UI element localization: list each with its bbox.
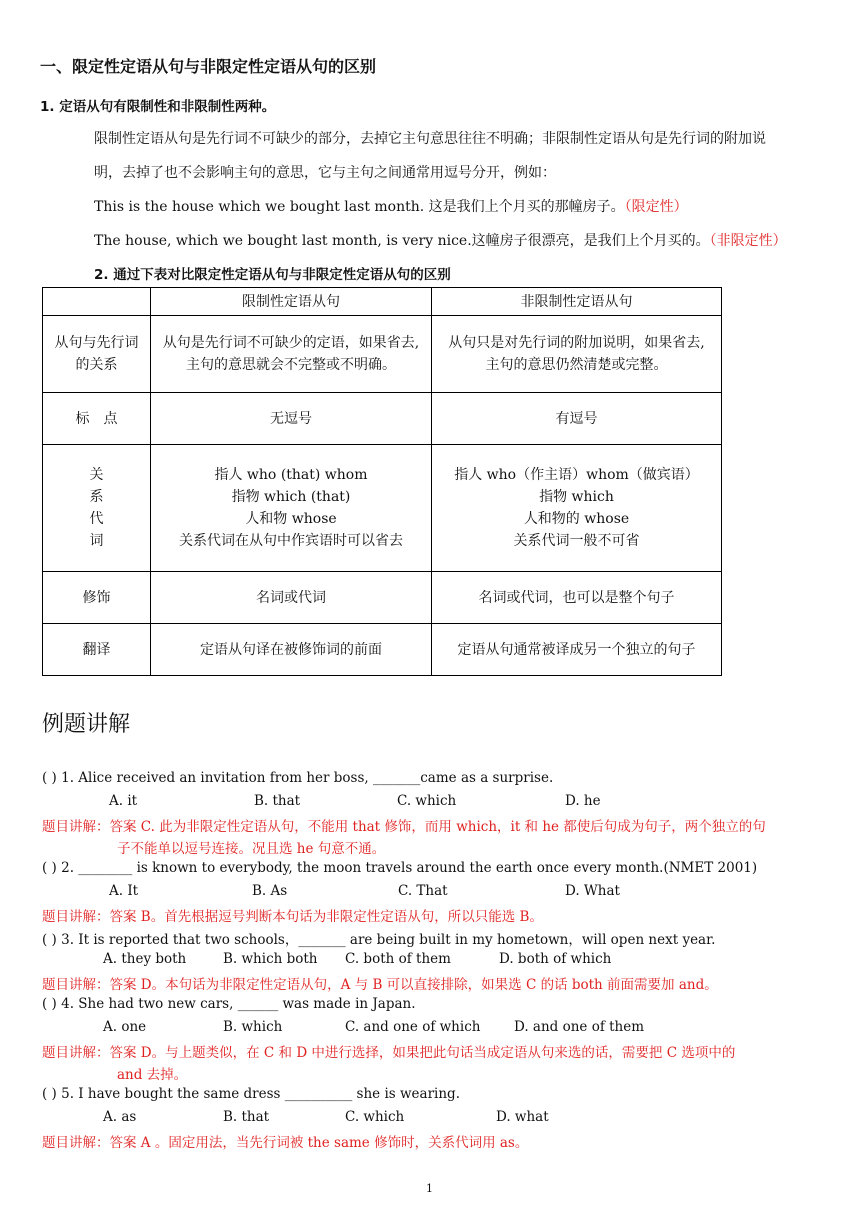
section-heading: 一、限定性定语从句与非限定性定语从句的区别 (40, 57, 377, 76)
table-header-row (43, 288, 722, 316)
nonrestrictive-cell: 定语从句通常被译成另一个独立的句子 (432, 624, 722, 676)
page-number: 1 (426, 1182, 433, 1195)
option: D. he (565, 793, 601, 809)
table-row (43, 572, 722, 624)
question-stem: ( ) 3. It is reported that two schools，_______ are being built in my hometown，will open next year. (42, 932, 716, 948)
option: D. both of which (499, 951, 612, 967)
explanation-line: 题目讲解：答案 A 。固定用法，当先行词被 the same 修饰时，关系代词用 as。 (42, 1135, 529, 1151)
explanation-line: 题目讲解：答案 D。与上题类似，在 C 和 D 中进行选择，如果把此句话当成定语从句来选的话，需要把 C 选项中的 (42, 1045, 736, 1061)
example-tag: （限定性） (624, 199, 688, 215)
option: C. That (398, 883, 448, 899)
row-label: 标 点 (43, 393, 151, 445)
option: C. both of them (345, 951, 451, 967)
table-header-cell: 限制性定语从句 (151, 288, 432, 316)
explanation-line: 题目讲解：答案 D。本句话为非限定性定语从句，A 与 B 可以直接排除，如果选 C 的话 both 前面需要加 and。 (42, 977, 718, 993)
restrictive-cell: 无逗号 (151, 393, 432, 445)
restrictive-cell: 指人 who (that) whom 指物 which (that) 人和物 whose 关系代词在从句中作宾语时可以省去 (151, 445, 432, 572)
examples-section-title: 例题讲解 (42, 712, 131, 737)
explanation-line: 题目讲解：答案 B。首先根据逗号判断本句话为非限定性定语从句，所以只能选 B。 (42, 909, 543, 925)
example-text: The house, which we bought last month, is very nice.这幢房子很漂亮，是我们上个月买的。 (94, 233, 710, 249)
nonrestrictive-cell: 指人 who（作主语）whom（做宾语） 指物 which 人和物的 whose 关系代词一般不可省 (432, 445, 722, 572)
restrictive-cell: 定语从句译在被修饰词的前面 (151, 624, 432, 676)
option: C. which (397, 793, 457, 809)
comparison-table (42, 287, 722, 676)
row-label: 关 系 代 词 (43, 445, 151, 572)
example-tag: （非限定性） (709, 233, 787, 249)
option: B. that (223, 1109, 270, 1125)
question-stem: ( ) 4. She had two new cars, ______ was made in Japan. (42, 996, 416, 1012)
table-header-cell (43, 288, 151, 316)
table-row (43, 445, 722, 572)
option: A. as (103, 1109, 137, 1125)
table-row (43, 624, 722, 676)
option: A. It (109, 883, 139, 899)
row-label: 从句与先行词 的关系 (43, 316, 151, 393)
example-sentence-1 (94, 196, 688, 216)
option: B. which (223, 1019, 283, 1035)
explanation-line: 题目讲解：答案 C. 此为非限定性定语从句，不能用 that 修饰，而用 which，it 和 he 都使后句成为句子，两个独立的句 (42, 819, 766, 835)
option: D. and one of them (514, 1019, 645, 1035)
option: C. and one of which (345, 1019, 481, 1035)
explanation-line: and 去掉。 (117, 1067, 188, 1083)
nonrestrictive-cell: 有逗号 (432, 393, 722, 445)
question-stem: ( ) 1. Alice received an invitation from her boss, _______came as a surprise. (42, 770, 554, 786)
nonrestrictive-cell: 名词或代词，也可以是整个句子 (432, 572, 722, 624)
table-row (43, 393, 722, 445)
point-2-heading: 2. 通过下表对比限定性定语从句与非限定性定语从句的区别 (94, 267, 451, 283)
table-row (43, 316, 722, 393)
row-label: 修饰 (43, 572, 151, 624)
point-1-heading: 1. 定语从句有限制性和非限制性两种。 (40, 99, 276, 115)
option: B. that (254, 793, 301, 809)
table-header-cell: 非限制性定语从句 (432, 288, 722, 316)
row-label: 翻译 (43, 624, 151, 676)
option: A. one (103, 1019, 147, 1035)
option: A. it (109, 793, 138, 809)
option: B. As (252, 883, 288, 899)
paragraph-line: 明，去掉了也不会影响主句的意思，它与主句之间通常用逗号分开，例如： (94, 165, 556, 181)
question-stem: ( ) 2. ________ is known to everybody, the moon travels around the earth once every month.(NMET 2001) (42, 860, 758, 876)
option: B. which both (223, 951, 318, 967)
paragraph-line: 限制性定语从句是先行词不可缺少的部分，去掉它主句意思往往不明确；非限制性定语从句是先行词的附加说 (94, 131, 766, 147)
example-sentence-2 (94, 230, 787, 250)
restrictive-cell: 名词或代词 (151, 572, 432, 624)
explanation-line: 子不能单以逗号连接。况且选 he 句意不通。 (117, 841, 386, 857)
example-text: This is the house which we bought last month. 这是我们上个月买的那幢房子。 (94, 199, 625, 215)
question-stem: ( ) 5. I have bought the same dress __________ she is wearing. (42, 1086, 460, 1102)
option: D. What (565, 883, 620, 899)
option: C. which (345, 1109, 405, 1125)
nonrestrictive-cell: 从句只是对先行词的附加说明，如果省去, 主句的意思仍然清楚或完整。 (432, 316, 722, 393)
restrictive-cell: 从句是先行词不可缺少的定语，如果省去, 主句的意思就会不完整或不明确。 (151, 316, 432, 393)
option: A. they both (103, 951, 187, 967)
option: D. what (496, 1109, 549, 1125)
